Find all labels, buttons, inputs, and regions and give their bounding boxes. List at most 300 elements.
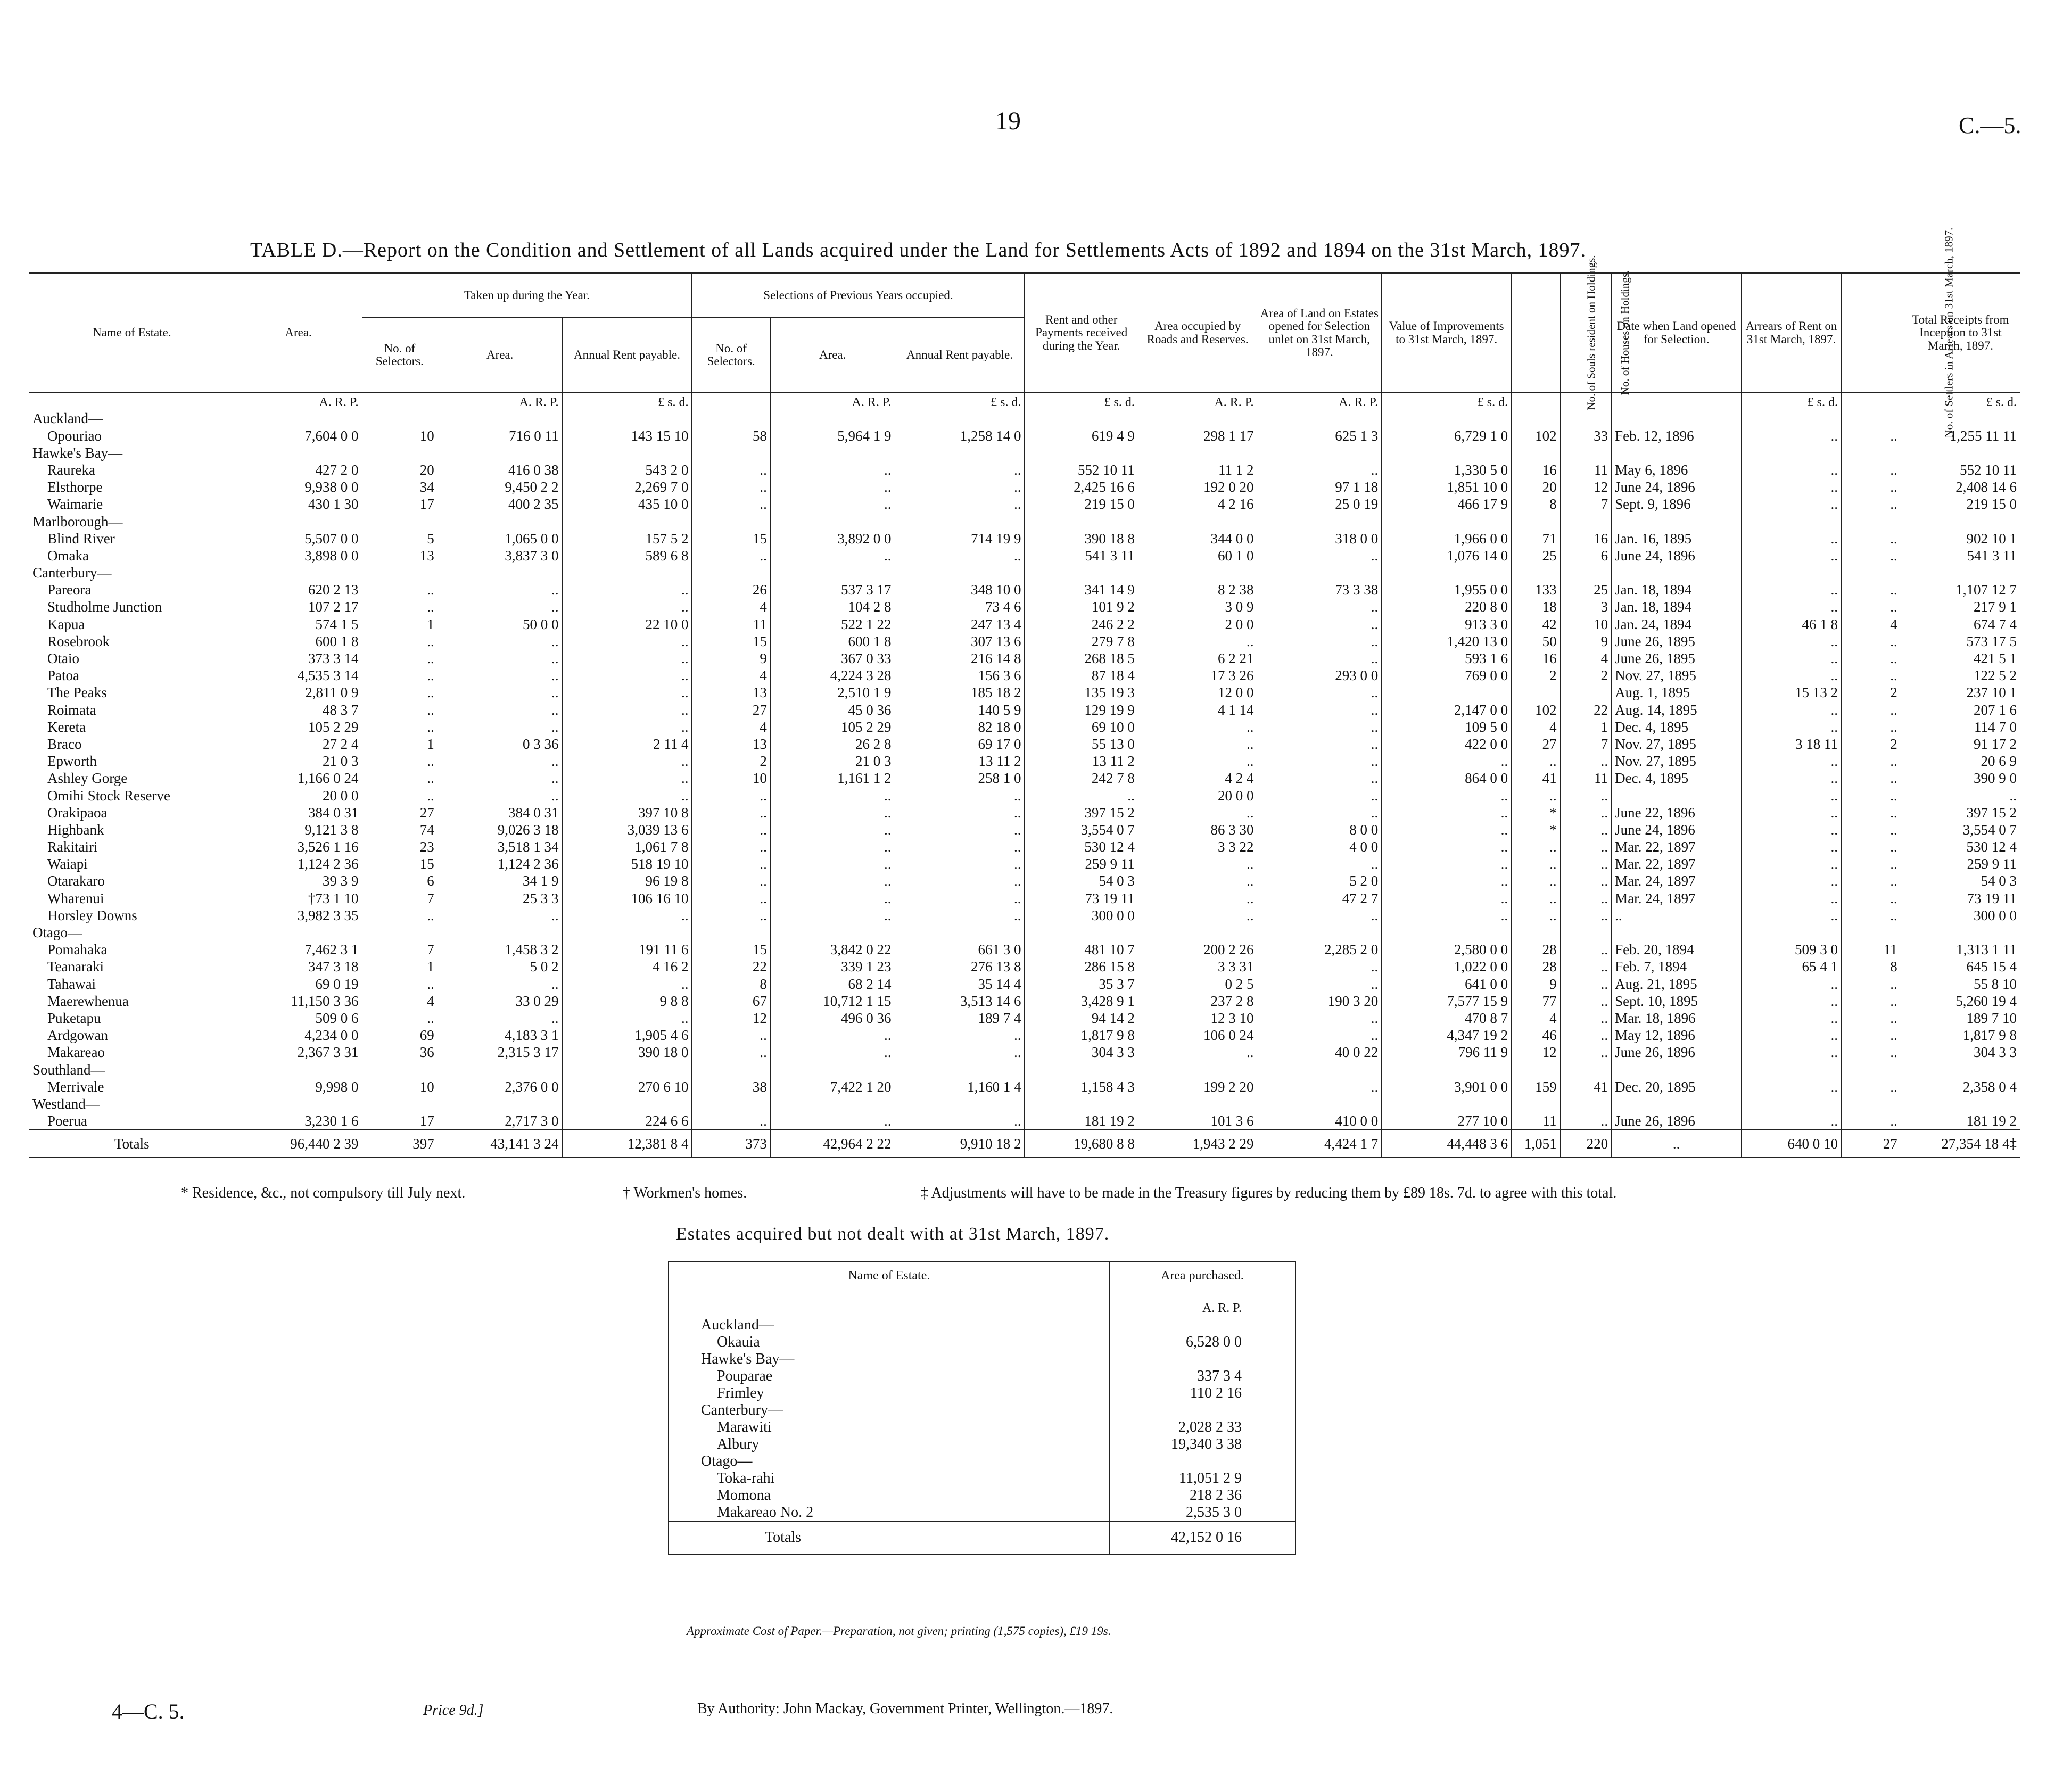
cell-pv-rent: 189 7 4 (895, 1010, 1025, 1027)
cell-date: Dec. 4, 1895 (1612, 719, 1742, 736)
empty-cell (1138, 1095, 1257, 1112)
list-item (669, 1419, 1295, 1436)
cell-unlet: 2,285 2 0 (1257, 941, 1382, 958)
units-cell: £ s. d. (562, 393, 692, 410)
empty-cell (362, 924, 438, 941)
cell-tu-rent: 9 8 8 (562, 993, 692, 1010)
cell-houses: 3 (1560, 598, 1612, 615)
empty-cell (1612, 1061, 1742, 1078)
cell-tu-rent: 1,905 4 6 (562, 1027, 692, 1044)
cell-receipts: 2,408 14 6 (1901, 478, 2020, 496)
table-row (29, 770, 2020, 787)
empty-cell (562, 1061, 692, 1078)
cell-receipts: 3,554 0 7 (1901, 821, 2020, 838)
cell-souls: 42 (1512, 615, 1560, 632)
cell-date: June 24, 1896 (1612, 547, 1742, 564)
table-row (29, 650, 2020, 667)
cell-tu-selectors: .. (362, 581, 438, 598)
empty-cell (1257, 924, 1382, 941)
cell-arrears: .. (1742, 907, 1842, 924)
cell-tu-area: .. (438, 975, 562, 992)
cell-pv-area: .. (770, 889, 895, 906)
cell-improvements: 466 17 9 (1382, 496, 1512, 513)
cell-pv-rent: 258 1 0 (895, 770, 1025, 787)
cell-tu-area: 9,026 3 18 (438, 821, 562, 838)
cell-payments: 541 3 11 (1025, 547, 1138, 564)
region-label: Hawke's Bay— (701, 1351, 795, 1367)
empty-cell (1560, 564, 1612, 581)
table-row (29, 838, 2020, 855)
empty-cell (692, 1095, 770, 1112)
cell-payments: 73 19 11 (1025, 889, 1138, 906)
cell-improvements: .. (1382, 753, 1512, 770)
totals-souls: 1,051 (1512, 1130, 1560, 1158)
empty-cell (1257, 1095, 1382, 1112)
cell-tu-selectors: 10 (362, 427, 438, 444)
cell-pv-rent: .. (895, 1027, 1025, 1044)
cell-souls: .. (1512, 838, 1560, 855)
cell-date: Nov. 27, 1895 (1612, 667, 1742, 684)
cell-improvements: 4,347 19 2 (1382, 1027, 1512, 1044)
cell-estate-name: Rosebrook (47, 633, 110, 649)
units-cell: A. R. P. (438, 393, 562, 410)
cell-souls: 28 (1512, 941, 1560, 958)
cell-roads: 192 0 20 (1138, 478, 1257, 496)
region-label: Westland— (32, 1095, 100, 1112)
header-roads-reserves: Area occupied by Roads and Reserves. (1138, 273, 1257, 393)
estates-not-dealt-totals-area: 42,152 0 16 (1109, 1522, 1295, 1555)
cell-tu-selectors: 1 (362, 958, 438, 975)
estate-name: Makareao No. 2 (717, 1504, 814, 1521)
cell-estate-name: Otarakaro (47, 873, 105, 889)
cell-pv-area: .. (770, 872, 895, 889)
cell-arrears: .. (1742, 1010, 1842, 1027)
cell-tu-selectors: 17 (362, 1112, 438, 1130)
cell-pv-area: 367 0 33 (770, 650, 895, 667)
empty-cell (1842, 410, 1901, 427)
empty-cell (562, 564, 692, 581)
cell-tu-rent: 543 2 0 (562, 461, 692, 478)
cell-estate-name: Omihi Stock Reserve (47, 787, 170, 804)
cell-area: 620 2 13 (235, 581, 362, 598)
cell-area: 3,230 1 6 (235, 1112, 362, 1130)
empty-cell (1138, 444, 1257, 461)
cell-payments: 259 9 11 (1025, 855, 1138, 872)
region-label: Canterbury— (32, 565, 112, 581)
cell-pv-area: 522 1 22 (770, 615, 895, 632)
cell-houses: 11 (1560, 461, 1612, 478)
cell-pv-area: .. (770, 787, 895, 804)
cell-unlet: .. (1257, 787, 1382, 804)
cell-estate-name: Blind River (47, 530, 115, 547)
cell-tu-selectors: .. (362, 667, 438, 684)
units-row (29, 393, 2020, 410)
empty-cell (235, 1061, 362, 1078)
units-cell: £ s. d. (895, 393, 1025, 410)
cell-houses: .. (1560, 804, 1612, 821)
cell-tu-rent: .. (562, 633, 692, 650)
empty-cell (562, 1095, 692, 1112)
cell-settlers-arrears: .. (1842, 1112, 1901, 1130)
empty-cell (692, 410, 770, 427)
page-number: 19 (995, 107, 1021, 135)
cell-estate-name: Braco (47, 736, 82, 752)
cell-tu-selectors: 7 (362, 889, 438, 906)
estate-name: Frimley (717, 1385, 764, 1401)
cell-payments: 54 0 3 (1025, 872, 1138, 889)
cell-receipts: 530 12 4 (1901, 838, 2020, 855)
header-estate-name: Name of Estate. (669, 1262, 1109, 1290)
table-row (29, 889, 2020, 906)
estate-area: 337 3 4 (1109, 1368, 1295, 1385)
cell-improvements: 2,580 0 0 (1382, 941, 1512, 958)
cell-pv-rent: 307 13 6 (895, 633, 1025, 650)
empty-cell (1138, 924, 1257, 941)
cell-unlet: .. (1257, 736, 1382, 753)
cell-houses: 22 (1560, 701, 1612, 718)
cell-estate-name: Otaio (47, 650, 79, 666)
cell-pv-area: 3,892 0 0 (770, 530, 895, 547)
cell-area: 1,166 0 24 (235, 770, 362, 787)
cell-settlers-arrears: .. (1842, 719, 1901, 736)
cell-payments: 246 2 2 (1025, 615, 1138, 632)
cell-pv-area: 2,510 1 9 (770, 684, 895, 701)
empty-cell (692, 564, 770, 581)
totals-row (29, 1130, 2020, 1158)
cell-souls: 4 (1512, 1010, 1560, 1027)
cell-improvements: 769 0 0 (1382, 667, 1512, 684)
cell-pv-selectors: 26 (692, 581, 770, 598)
empty-cell (235, 564, 362, 581)
empty-cell (1742, 410, 1842, 427)
empty-cell (1560, 1095, 1612, 1112)
cell-area: 1,124 2 36 (235, 855, 362, 872)
empty-cell (362, 1061, 438, 1078)
cell-houses: 7 (1560, 496, 1612, 513)
cell-estate-name: Highbank (47, 821, 104, 838)
footnote-dagger: † Workmen's homes. (623, 1185, 747, 1201)
totals-pv-area: 42,964 2 22 (770, 1130, 895, 1158)
empty-cell (235, 513, 362, 530)
cell-souls: .. (1512, 855, 1560, 872)
cell-pv-area: .. (770, 855, 895, 872)
cell-arrears: .. (1742, 821, 1842, 838)
cell-receipts: 54 0 3 (1901, 872, 2020, 889)
cell-receipts: 1,107 12 7 (1901, 581, 2020, 598)
cell-area: 11,150 3 36 (235, 993, 362, 1010)
cell-payments: 341 14 9 (1025, 581, 1138, 598)
cell-payments: 69 10 0 (1025, 719, 1138, 736)
cell-date: May 6, 1896 (1612, 461, 1742, 478)
cell-date: Feb. 7, 1894 (1612, 958, 1742, 975)
cell-pv-area: 7,422 1 20 (770, 1078, 895, 1095)
cell-unlet: .. (1257, 598, 1382, 615)
cell-tu-rent: .. (562, 787, 692, 804)
cell-payments: 300 0 0 (1025, 907, 1138, 924)
region-label: Otago— (701, 1453, 753, 1469)
header-name-of-estate: Name of Estate. (29, 273, 235, 393)
cell-tu-area: 9,450 2 2 (438, 478, 562, 496)
cell-tu-area: .. (438, 598, 562, 615)
cell-payments: 219 15 0 (1025, 496, 1138, 513)
cell-receipts: 573 17 5 (1901, 633, 2020, 650)
cell-souls: 9 (1512, 975, 1560, 992)
cell-improvements: 641 0 0 (1382, 975, 1512, 992)
empty-cell (895, 1095, 1025, 1112)
cell-tu-rent: .. (562, 667, 692, 684)
units-cell (29, 393, 235, 410)
cell-date: Jan. 24, 1894 (1612, 615, 1742, 632)
cell-tu-area: .. (438, 1010, 562, 1027)
empty-cell (362, 410, 438, 427)
cell-estate-name: Orakipaoa (47, 804, 108, 821)
table-row (29, 1044, 2020, 1061)
region-row (29, 410, 2020, 427)
cell-receipts: 181 19 2 (1901, 1112, 2020, 1130)
cell-tu-selectors: 34 (362, 478, 438, 496)
header-previous-rent: Annual Rent payable. (895, 317, 1025, 392)
cell-improvements: .. (1382, 838, 1512, 855)
empty-cell (770, 924, 895, 941)
cell-settlers-arrears: 4 (1842, 615, 1901, 632)
empty-cell (1109, 1453, 1295, 1470)
cell-unlet: .. (1257, 650, 1382, 667)
cell-souls: .. (1512, 787, 1560, 804)
cell-receipts: 189 7 10 (1901, 1010, 2020, 1027)
table-row (29, 615, 2020, 632)
estates-not-dealt-totals-label: Totals (669, 1522, 1109, 1555)
cell-pv-selectors: 4 (692, 667, 770, 684)
cell-roads: 12 0 0 (1138, 684, 1257, 701)
empty-cell (895, 444, 1025, 461)
cell-estate-name: Puketapu (47, 1010, 101, 1026)
cell-houses: .. (1560, 1044, 1612, 1061)
cell-tu-area: 3,837 3 0 (438, 547, 562, 564)
cell-arrears: .. (1742, 598, 1842, 615)
cell-date: Mar. 22, 1897 (1612, 855, 1742, 872)
cell-estate-name: Maerewhenua (47, 993, 129, 1009)
cell-settlers-arrears: .. (1842, 581, 1901, 598)
empty-cell (1257, 410, 1382, 427)
empty-cell (1560, 444, 1612, 461)
cell-date: Nov. 27, 1895 (1612, 736, 1742, 753)
cell-unlet: 47 2 7 (1257, 889, 1382, 906)
cell-roads: 86 3 30 (1138, 821, 1257, 838)
empty-cell (770, 410, 895, 427)
cell-souls: 41 (1512, 770, 1560, 787)
cell-improvements: 864 0 0 (1382, 770, 1512, 787)
cell-houses: .. (1560, 855, 1612, 872)
cell-date: Jan. 18, 1894 (1612, 581, 1742, 598)
cell-houses: 7 (1560, 736, 1612, 753)
cell-tu-selectors: .. (362, 684, 438, 701)
cell-tu-rent: 157 5 2 (562, 530, 692, 547)
cell-improvements: .. (1382, 907, 1512, 924)
cell-pv-selectors: 58 (692, 427, 770, 444)
cell-houses: .. (1560, 941, 1612, 958)
cell-receipts: 390 9 0 (1901, 770, 2020, 787)
cell-date: June 22, 1896 (1612, 804, 1742, 821)
estate-area: 11,051 2 9 (1109, 1470, 1295, 1487)
cell-tu-selectors: .. (362, 719, 438, 736)
cell-date: Sept. 10, 1895 (1612, 993, 1742, 1010)
empty-cell (770, 564, 895, 581)
empty-cell (1742, 564, 1842, 581)
cell-tu-area: .. (438, 633, 562, 650)
cell-tu-area: 0 3 36 (438, 736, 562, 753)
cell-pv-area: 105 2 29 (770, 719, 895, 736)
cell-payments: 135 19 3 (1025, 684, 1138, 701)
cell-pv-rent: 276 13 8 (895, 958, 1025, 975)
cell-pv-selectors: 4 (692, 719, 770, 736)
cell-souls (1512, 684, 1560, 701)
cell-tu-selectors: 1 (362, 615, 438, 632)
cell-tu-rent: 22 10 0 (562, 615, 692, 632)
cell-pv-selectors: 13 (692, 684, 770, 701)
cell-houses: 25 (1560, 581, 1612, 598)
cell-tu-selectors: 1 (362, 736, 438, 753)
cost-note: Approximate Cost of Paper.—Preparation, not given; printing (1,575 copies), £19 19s. (687, 1624, 1111, 1638)
cell-roads: 4 2 16 (1138, 496, 1257, 513)
cell-tu-selectors: .. (362, 598, 438, 615)
cell-tu-rent: 518 19 10 (562, 855, 692, 872)
cell-unlet: 25 0 19 (1257, 496, 1382, 513)
cell-tu-rent: 106 16 10 (562, 889, 692, 906)
table-row (29, 753, 2020, 770)
cell-area: 2,811 0 9 (235, 684, 362, 701)
cell-roads: 3 0 9 (1138, 598, 1257, 615)
cell-tu-selectors: .. (362, 701, 438, 718)
table-row (29, 975, 2020, 992)
list-item (669, 1504, 1295, 1522)
cell-arrears: .. (1742, 770, 1842, 787)
cell-estate-name: Merrivale (47, 1078, 104, 1095)
empty-cell (1560, 1061, 1612, 1078)
cell-estate-name: Waiapi (47, 856, 88, 872)
cell-tu-area: 25 3 3 (438, 889, 562, 906)
table-row (29, 547, 2020, 564)
estate-name: Momona (717, 1487, 771, 1504)
cell-estate-name: Rakitairi (47, 839, 98, 855)
footer-authority: By Authority: John Mackay, Government Printer, Wellington.—1897. (697, 1700, 1113, 1717)
cell-pv-area: .. (770, 478, 895, 496)
cell-area: 39 3 9 (235, 872, 362, 889)
cell-payments: 530 12 4 (1025, 838, 1138, 855)
cell-tu-area: .. (438, 907, 562, 924)
cell-payments: 2,425 16 6 (1025, 478, 1138, 496)
cell-tu-rent: .. (562, 719, 692, 736)
cell-arrears: .. (1742, 581, 1842, 598)
cell-tu-area: 400 2 35 (438, 496, 562, 513)
cell-roads: .. (1138, 719, 1257, 736)
cell-settlers-arrears: .. (1842, 855, 1901, 872)
header-souls-resident (1512, 255, 1598, 410)
units-row (669, 1290, 1295, 1317)
cell-arrears: 509 3 0 (1742, 941, 1842, 958)
totals-pv-rent: 9,910 18 2 (895, 1130, 1025, 1158)
table-row (29, 1027, 2020, 1044)
cell-date: .. (1612, 907, 1742, 924)
empty-cell (1842, 564, 1901, 581)
empty-cell (1138, 513, 1257, 530)
cell-souls: .. (1512, 889, 1560, 906)
cell-receipts: 207 1 6 (1901, 701, 2020, 718)
cell-area: 7,604 0 0 (235, 427, 362, 444)
cell-arrears: .. (1742, 1078, 1842, 1095)
cell-unlet: .. (1257, 1010, 1382, 1027)
totals-tu-area: 43,141 3 24 (438, 1130, 562, 1158)
cell-improvements: 220 8 0 (1382, 598, 1512, 615)
cell-pv-rent: 185 18 2 (895, 684, 1025, 701)
list-item (669, 1368, 1295, 1385)
empty-cell (1257, 564, 1382, 581)
region-row (29, 513, 2020, 530)
cell-settlers-arrears: 8 (1842, 958, 1901, 975)
cell-improvements: 1,966 0 0 (1382, 530, 1512, 547)
empty-cell (1901, 513, 2020, 530)
cell-payments: 390 18 8 (1025, 530, 1138, 547)
cell-area: 373 3 14 (235, 650, 362, 667)
table-row (29, 736, 2020, 753)
cell-houses: .. (1560, 787, 1612, 804)
cell-roads: 6 2 21 (1138, 650, 1257, 667)
cell-pv-rent: .. (895, 547, 1025, 564)
empty-cell (1742, 444, 1842, 461)
cell-unlet: 73 3 38 (1257, 581, 1382, 598)
cell-estate-name: Elsthorpe (47, 479, 103, 496)
cell-settlers-arrears: .. (1842, 598, 1901, 615)
cell-tu-rent: .. (562, 701, 692, 718)
cell-payments: 55 13 0 (1025, 736, 1138, 753)
empty-cell (770, 444, 895, 461)
cell-arrears: .. (1742, 478, 1842, 496)
empty-cell (1842, 1095, 1901, 1112)
cell-roads: .. (1138, 872, 1257, 889)
empty-cell (1560, 924, 1612, 941)
cell-tu-rent: 224 6 6 (562, 1112, 692, 1130)
cell-pv-selectors: 67 (692, 993, 770, 1010)
cell-estate-name: Makareao (47, 1044, 105, 1061)
empty-cell (1901, 444, 2020, 461)
cell-payments: 481 10 7 (1025, 941, 1138, 958)
cell-improvements: 796 11 9 (1382, 1044, 1512, 1061)
empty-cell (1742, 924, 1842, 941)
cell-estate-name: Epworth (47, 753, 97, 770)
empty-cell (1382, 564, 1512, 581)
units-cell: A. R. P. (1109, 1290, 1295, 1317)
cell-receipts: 55 8 10 (1901, 975, 2020, 992)
table-row (29, 1078, 2020, 1095)
cell-improvements: .. (1382, 821, 1512, 838)
cell-receipts: 397 15 2 (1901, 804, 2020, 821)
cell-tu-area: .. (438, 770, 562, 787)
cell-pv-selectors: 15 (692, 633, 770, 650)
empty-cell (1382, 410, 1512, 427)
cell-pv-area: 496 0 36 (770, 1010, 895, 1027)
cell-unlet: .. (1257, 804, 1382, 821)
cell-unlet: .. (1257, 770, 1382, 787)
cell-pv-area: .. (770, 496, 895, 513)
cell-receipts: 237 10 1 (1901, 684, 2020, 701)
cell-arrears: .. (1742, 719, 1842, 736)
cell-pv-area: 45 0 36 (770, 701, 895, 718)
cell-tu-rent: 2,269 7 0 (562, 478, 692, 496)
cell-receipts: 552 10 11 (1901, 461, 2020, 478)
cell-roads: 60 1 0 (1138, 547, 1257, 564)
cell-arrears: .. (1742, 667, 1842, 684)
cell-tu-rent: .. (562, 581, 692, 598)
cell-roads: 298 1 17 (1138, 427, 1257, 444)
